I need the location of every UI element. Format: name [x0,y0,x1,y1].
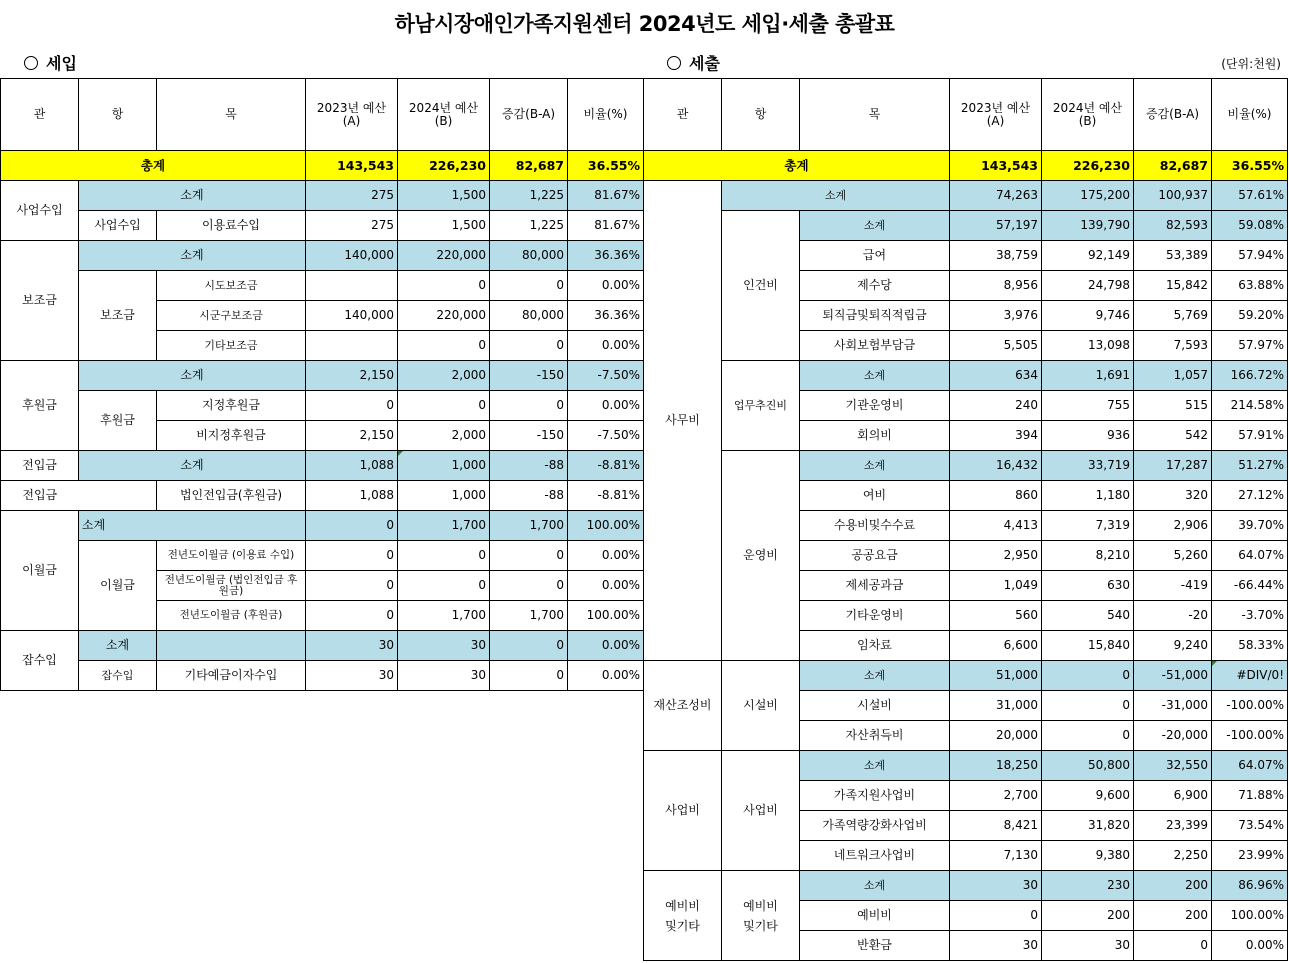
subtotal-diff: 1,700 [490,511,568,541]
table-row [1,541,644,571]
mok-cell: 이용료수입 [157,211,306,241]
header-budget-2023: 2023년 예산 (A) [950,79,1042,151]
value-pct: 73.54% [1212,811,1288,841]
subtotal-b: 50,800 [1042,751,1134,781]
mok-cell: 임차료 [800,631,950,661]
value-a: 0 [306,541,398,571]
table-row [1,511,644,541]
value-diff: 200 [1134,901,1212,931]
table-row [1,241,644,271]
subtotal-a: 18,250 [950,751,1042,781]
value-b: 0 [398,391,490,421]
header-gwan: 관 [1,79,79,151]
income-table [0,78,644,691]
subtotal-diff: -88 [490,451,568,481]
circle-icon [667,56,681,70]
value-a: 2,700 [950,781,1042,811]
value-b: 13,098 [1042,331,1134,361]
table-row [644,871,1288,901]
mok-cell: 퇴직금및퇴직적립금 [800,301,950,331]
mok-cell: 비지정후원금 [157,421,306,451]
value-diff: -419 [1134,571,1212,601]
mok-cell: 급여 [800,241,950,271]
subtotal-pct: -7.50% [568,361,644,391]
subtotal-diff: -150 [490,361,568,391]
subtotal-pct: 36.36% [568,241,644,271]
mok-cell: 회의비 [800,421,950,451]
value-a: 275 [306,211,398,241]
hang-cell: 이월금 [79,541,157,631]
value-diff: 320 [1134,481,1212,511]
subtotal-pct: 57.61% [1212,181,1288,211]
value-a: 30 [950,931,1042,961]
header-diff: 증감(B-A) [1134,79,1212,151]
mok-cell: 제수당 [800,271,950,301]
value-pct: 100.00% [568,601,644,631]
table-row [1,361,644,391]
value-b: 1,500 [398,211,490,241]
value-a: 8,421 [950,811,1042,841]
gwan-cell: 잡수입 [1,631,79,691]
table-row [644,751,1288,781]
mok-cell: 법인전입금(후원금) [157,481,306,511]
subtotal-empty [157,631,306,661]
subtotal-b: 33,719 [1042,451,1134,481]
value-a: 2,150 [306,421,398,451]
value-a: 30 [306,661,398,691]
gwan-cell: 후원금 [1,361,79,451]
page-title: 하남시장애인가족지원센터 2024년도 세입·세출 총괄표 [394,12,895,36]
table-row [644,211,1288,241]
value-diff: -20,000 [1134,721,1212,751]
value-diff: 53,389 [1134,241,1212,271]
value-pct: 71.88% [1212,781,1288,811]
mok-cell: 지정후원금 [157,391,306,421]
total-diff: 82,687 [1134,151,1212,181]
hang-cell: 보조금 [79,271,157,361]
value-pct: 0.00% [568,271,644,301]
total-b: 226,230 [1042,151,1134,181]
subtotal-a: 275 [306,181,398,211]
header-mok: 목 [800,79,950,151]
total-row [644,151,1288,181]
value-diff: 9,240 [1134,631,1212,661]
value-a: 240 [950,391,1042,421]
value-b: 0 [398,271,490,301]
value-diff: 5,769 [1134,301,1212,331]
value-b: 0 [398,331,490,361]
value-diff: -31,000 [1134,691,1212,721]
subtotal-diff: 100,937 [1134,181,1212,211]
value-b: 220,000 [398,301,490,331]
value-a [306,331,398,361]
value-pct: -7.50% [568,421,644,451]
subtotal-pct: 59.08% [1212,211,1288,241]
subtotal-diff: 1,225 [490,181,568,211]
gwan-cell: 예비비 및기타 [644,871,722,961]
mok-cell: 제세공과금 [800,571,950,601]
value-b: 0 [398,571,490,601]
value-pct: 57.94% [1212,241,1288,271]
hang-cell: 잡수입 [79,661,157,691]
mok-cell: 수용비및수수료 [800,511,950,541]
subtotal-diff: 82,593 [1134,211,1212,241]
value-a: 0 [306,571,398,601]
subtotal-label: 소계 [79,511,306,541]
subtotal-label: 소계 [800,361,950,391]
header-ratio: 비율(%) [1212,79,1288,151]
subtotal-b: 30 [398,631,490,661]
value-diff: 1,700 [490,601,568,631]
gwan-cell: 전입금 [1,451,79,481]
value-pct: 100.00% [1212,901,1288,931]
subtotal-label: 소계 [79,241,306,271]
gwan-cell: 이월금 [1,511,79,631]
value-b: 30 [398,661,490,691]
subtotal-pct: 51.27% [1212,451,1288,481]
value-b: 30 [1042,931,1134,961]
value-diff: 0 [490,331,568,361]
value-pct: -8.81% [568,481,644,511]
value-b: 0 [398,541,490,571]
hang-cell: 사업비 [722,751,800,871]
mok-cell: 네트워크사업비 [800,841,950,871]
subtotal-label: 소계 [79,361,306,391]
value-pct: 63.88% [1212,271,1288,301]
value-pct: 0.00% [568,391,644,421]
value-b: 1,180 [1042,481,1134,511]
mok-cell: 예비비 [800,901,950,931]
value-a: 860 [950,481,1042,511]
value-diff: 542 [1134,421,1212,451]
hang-cell: 사업수입 [79,211,157,241]
subtotal-diff: 80,000 [490,241,568,271]
value-a: 1,049 [950,571,1042,601]
subtotal-b: 220,000 [398,241,490,271]
mok-cell: 전년도이월금 (법인전입금 후원금) [157,571,306,601]
hang-cell: 예비비 및기타 [722,871,800,961]
subtotal-a: 1,088 [306,451,398,481]
mok-cell: 공공요금 [800,541,950,571]
table-row [644,181,1288,211]
table-row [1,661,644,691]
subtotal-diff: 17,287 [1134,451,1212,481]
subtotal-label: 소계 [800,751,950,781]
circle-icon [24,56,38,70]
value-diff: 0 [490,661,568,691]
subtotal-a: 140,000 [306,241,398,271]
table-row [1,181,644,211]
subtotal-label: 소계 [800,871,950,901]
value-a: 0 [306,391,398,421]
value-diff: 0 [490,541,568,571]
mok-cell: 사회보험부담금 [800,331,950,361]
header-budget-2023: 2023년 예산 (A) [306,79,398,151]
value-b: 540 [1042,601,1134,631]
unit-label: (단위:천원) [1221,57,1281,71]
header-gwan: 관 [644,79,722,151]
subtotal-pct: 100.00% [568,511,644,541]
value-b: 1,700 [398,601,490,631]
subtotal-label: 소계 [800,211,950,241]
subtotal-b: 0 [1042,661,1134,691]
subtotal-b: 1,700 [398,511,490,541]
expense-table [643,78,1288,961]
value-b: 2,000 [398,421,490,451]
gwan-cell: 보조금 [1,241,79,361]
value-a: 6,600 [950,631,1042,661]
value-pct: -100.00% [1212,691,1288,721]
subtotal-a: 2,150 [306,361,398,391]
value-a: 1,088 [306,481,398,511]
table-row [1,271,644,301]
subtotal-pct: 0.00% [568,631,644,661]
subtotal-label: 소계 [800,661,950,691]
subtotal-b: 139,790 [1042,211,1134,241]
total-diff: 82,687 [490,151,568,181]
subtotal-label: 소계 [79,451,306,481]
total-label: 총계 [1,151,306,181]
mok-cell: 시설비 [800,691,950,721]
value-b: 0 [1042,721,1134,751]
header-hang: 항 [722,79,800,151]
value-pct: -3.70% [1212,601,1288,631]
value-diff: 515 [1134,391,1212,421]
value-b: 31,820 [1042,811,1134,841]
table-row [1,481,644,511]
header-ratio: 비율(%) [568,79,644,151]
mok-cell: 반환금 [800,931,950,961]
value-b: 630 [1042,571,1134,601]
subtotal-b: 1,691 [1042,361,1134,391]
subtotal-diff: 1,057 [1134,361,1212,391]
value-diff: -150 [490,421,568,451]
value-a: 0 [306,601,398,631]
subtotal-a: 74,263 [950,181,1042,211]
value-diff: 1,225 [490,211,568,241]
subtotal-pct: #DIV/0! [1212,661,1288,691]
value-diff: 5,260 [1134,541,1212,571]
value-pct: -100.00% [1212,721,1288,751]
mok-cell: 가족역량강화사업비 [800,811,950,841]
value-diff: 15,842 [1134,271,1212,301]
table-row [1,211,644,241]
value-a: 560 [950,601,1042,631]
value-diff: 0 [490,571,568,601]
gwan-cell: 사업비 [644,751,722,871]
value-diff: 0 [490,391,568,421]
total-a: 143,543 [306,151,398,181]
value-b: 92,149 [1042,241,1134,271]
subtotal-a: 57,197 [950,211,1042,241]
hang-cell: 운영비 [722,451,800,661]
value-pct: 81.67% [568,211,644,241]
table-row [1,631,644,661]
total-pct: 36.55% [1212,151,1288,181]
header-budget-2024: 2024년 예산 (B) [398,79,490,151]
value-pct: 57.91% [1212,421,1288,451]
income-section-label: 세입 [24,51,77,74]
header-hang: 항 [79,79,157,151]
subtotal-label: 소계 [722,181,950,211]
value-diff: 2,250 [1134,841,1212,871]
expense-section-label: 세출 [667,51,720,74]
value-a: 5,505 [950,331,1042,361]
value-b: 8,210 [1042,541,1134,571]
total-a: 143,543 [950,151,1042,181]
value-pct: 214.58% [1212,391,1288,421]
subtotal-pct: 86.96% [1212,871,1288,901]
mok-cell: 전년도이월금 (후원금) [157,601,306,631]
value-b: 7,319 [1042,511,1134,541]
subtotal-pct: -8.81% [568,451,644,481]
subtotal-diff: 32,550 [1134,751,1212,781]
value-pct: 0.00% [568,541,644,571]
value-pct: 0.00% [1212,931,1288,961]
value-a: 31,000 [950,691,1042,721]
value-b: 0 [1042,691,1134,721]
table-row [644,661,1288,691]
subtotal-label: 소계 [79,631,157,661]
mok-cell: 여비 [800,481,950,511]
gwan-cell: 사무비 [644,181,722,661]
header-diff: 증감(B-A) [490,79,568,151]
total-b: 226,230 [398,151,490,181]
subtotal-a: 51,000 [950,661,1042,691]
subtotal-b: 175,200 [1042,181,1134,211]
value-b: 15,840 [1042,631,1134,661]
mok-cell: 시군구보조금 [157,301,306,331]
value-b: 24,798 [1042,271,1134,301]
value-a [306,271,398,301]
value-a: 7,130 [950,841,1042,871]
value-b: 9,380 [1042,841,1134,871]
value-pct: 36.36% [568,301,644,331]
mok-cell: 기타예금이자수입 [157,661,306,691]
hang-cell: 전입금 [1,481,79,511]
subtotal-b: 2,000 [398,361,490,391]
subtotal-a: 30 [950,871,1042,901]
value-pct: 64.07% [1212,541,1288,571]
total-label: 총계 [644,151,950,181]
mok-cell: 가족지원사업비 [800,781,950,811]
value-a: 394 [950,421,1042,451]
subtotal-diff: 0 [490,631,568,661]
value-a: 8,956 [950,271,1042,301]
table-row [644,361,1288,391]
value-pct: 0.00% [568,661,644,691]
subtotal-pct: 64.07% [1212,751,1288,781]
table-row [644,451,1288,481]
value-diff: 23,399 [1134,811,1212,841]
value-diff: 6,900 [1134,781,1212,811]
value-pct: 39.70% [1212,511,1288,541]
table-row [1,451,644,481]
value-b: 200 [1042,901,1134,931]
value-b: 936 [1042,421,1134,451]
empty-cell [79,481,157,511]
value-b: 1,000 [398,481,490,511]
subtotal-b: 230 [1042,871,1134,901]
value-a: 3,976 [950,301,1042,331]
subtotal-a: 634 [950,361,1042,391]
value-pct: 0.00% [568,571,644,601]
value-diff: 80,000 [490,301,568,331]
hang-cell: 업무추진비 [722,361,800,451]
subtotal-b: 1,500 [398,181,490,211]
subtotal-label: 소계 [79,181,306,211]
mok-cell: 전년도이월금 (이용료 수입) [157,541,306,571]
value-a: 20,000 [950,721,1042,751]
value-a: 0 [950,901,1042,931]
value-pct: 27.12% [1212,481,1288,511]
subtotal-diff: -51,000 [1134,661,1212,691]
mok-cell: 기타운영비 [800,601,950,631]
subtotal-pct: 81.67% [568,181,644,211]
value-diff: 0 [1134,931,1212,961]
value-pct: -66.44% [1212,571,1288,601]
mok-cell: 기관운영비 [800,391,950,421]
total-row [1,151,644,181]
subtotal-a: 0 [306,511,398,541]
value-diff: -88 [490,481,568,511]
subtotal-diff: 200 [1134,871,1212,901]
mok-cell: 시도보조금 [157,271,306,301]
value-pct: 57.97% [1212,331,1288,361]
value-a: 4,413 [950,511,1042,541]
mok-cell: 기타보조금 [157,331,306,361]
hang-cell: 인건비 [722,211,800,361]
hang-cell: 시설비 [722,661,800,751]
subtotal-a: 30 [306,631,398,661]
value-pct: 0.00% [568,331,644,361]
mok-cell: 자산취득비 [800,721,950,751]
value-b: 9,746 [1042,301,1134,331]
value-diff: 2,906 [1134,511,1212,541]
header-row [1,79,644,151]
table-row [1,391,644,421]
gwan-cell: 재산조성비 [644,661,722,751]
value-a: 140,000 [306,301,398,331]
value-pct: 59.20% [1212,301,1288,331]
header-mok: 목 [157,79,306,151]
value-diff: 7,593 [1134,331,1212,361]
subtotal-pct: 166.72% [1212,361,1288,391]
value-a: 38,759 [950,241,1042,271]
header-row [644,79,1288,151]
subtotal-label: 소계 [800,451,950,481]
value-a: 2,950 [950,541,1042,571]
value-diff: 0 [490,271,568,301]
value-pct: 58.33% [1212,631,1288,661]
subtotal-b: 1,000 [398,451,490,481]
subtotal-a: 16,432 [950,451,1042,481]
total-pct: 36.55% [568,151,644,181]
value-b: 755 [1042,391,1134,421]
value-diff: -20 [1134,601,1212,631]
value-b: 9,600 [1042,781,1134,811]
value-pct: 23.99% [1212,841,1288,871]
header-budget-2024: 2024년 예산 (B) [1042,79,1134,151]
hang-cell: 후원금 [79,391,157,451]
gwan-cell: 사업수입 [1,181,79,241]
